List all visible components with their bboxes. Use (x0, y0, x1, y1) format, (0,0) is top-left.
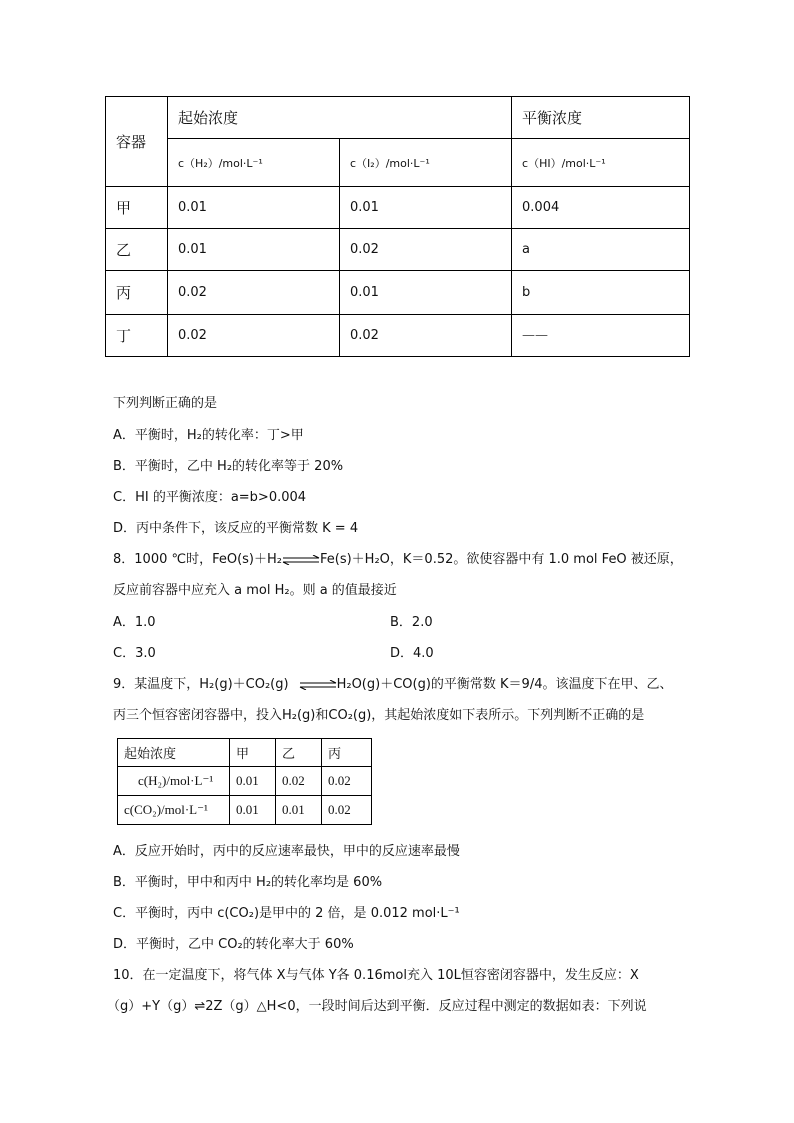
table-row (106, 229, 690, 271)
row-label: c(CO₂)/mol·L⁻¹ (118, 796, 230, 825)
h2-value: 0.02 (168, 271, 340, 315)
container-name: 乙 (106, 229, 168, 271)
i2-value: 0.02 (340, 315, 512, 357)
q7-option-b: B．平衡时，乙中 H₂的转化率等于 20% (113, 459, 344, 474)
q10-line-2: （g）+Y（g）⇌2Z（g）△H<0，一段时间后达到平衡．反应过程中测定的数据如表：下列说 (107, 999, 647, 1014)
table-header: 丙 (322, 739, 372, 767)
q9-option-d: D．平衡时，乙中 CO₂的转化率大于 60% (113, 937, 354, 952)
q8-option-c: C．3.0 (113, 646, 156, 661)
concentration-table (105, 96, 690, 357)
table-header: 乙 (276, 739, 322, 767)
equilibrium-arrow-icon (282, 555, 320, 565)
container-name: 丁 (106, 315, 168, 357)
q9-initial-concentration-table (117, 738, 372, 825)
q8-equation-left: 8．1000 ℃时，FeO(s)＋H₂ (113, 552, 282, 567)
equilibrium-concentration-header: 平衡浓度 (512, 97, 690, 139)
container-name: 甲 (106, 187, 168, 229)
q9-equation-left: 9．某温度下，H₂(g)＋CO₂(g) (113, 677, 289, 692)
q8-option-a: A．1.0 (113, 615, 156, 630)
equilibrium-arrow-icon (299, 680, 337, 690)
container-name: 丙 (106, 271, 168, 315)
hi-value: 0.004 (512, 187, 690, 229)
table-row (106, 187, 690, 229)
q10-line-1: 10．在一定温度下，将气体 X与气体 Y各 0.16mol充入 10L恒容密闭容器中，发生反应：X (113, 968, 639, 983)
q8-equation-right: Fe(s)＋H₂O，K＝0.52。欲使容器中有 1.0 mol FeO 被还原， (320, 552, 683, 567)
q9-equation-right: H₂O(g)＋CO(g)的平衡常数 K＝9/4。该温度下在甲、乙、 (336, 677, 673, 692)
h2-value: 0.01 (168, 229, 340, 271)
q7-option-a: A．平衡时，H₂的转化率：丁>甲 (113, 428, 304, 443)
i2-value: 0.01 (340, 271, 512, 315)
q7-option-c: C．HI 的平衡浓度：a=b>0.004 (113, 490, 307, 505)
q7-option-d: D．丙中条件下，该反应的平衡常数 K = 4 (113, 521, 359, 536)
q8-line-1 (113, 551, 683, 569)
q7-stem: 下列判断正确的是 (113, 396, 218, 411)
i2-value: 0.02 (340, 229, 512, 271)
table-header: 起始浓度 (118, 739, 230, 767)
i2-concentration-header: c（I₂）/mol·L⁻¹ (340, 139, 512, 187)
hi-concentration-header: c（HI）/mol·L⁻¹ (512, 139, 690, 187)
table-row (118, 739, 372, 767)
table-row (118, 767, 372, 796)
cell-value: 0.01 (230, 767, 276, 796)
cell-value: 0.02 (276, 767, 322, 796)
hi-value: b (512, 271, 690, 315)
table-row (106, 271, 690, 315)
table-header: 甲 (230, 739, 276, 767)
cell-value: 0.02 (322, 796, 372, 825)
table-row (118, 796, 372, 825)
cell-value: 0.02 (322, 767, 372, 796)
cell-value: 0.01 (276, 796, 322, 825)
q9-option-a: A．反应开始时，丙中的反应速率最快，甲中的反应速率最慢 (113, 844, 460, 859)
i2-value: 0.01 (340, 187, 512, 229)
q9-option-c: C．平衡时，丙中 c(CO₂)是甲中的 2 倍，是 0.012 mol·L⁻¹ (113, 906, 460, 921)
table-row (106, 315, 690, 357)
cell-value: 0.01 (230, 796, 276, 825)
h2-value: 0.01 (168, 187, 340, 229)
q8-line-2: 反应前容器中应充入 a mol H₂。则 a 的值最接近 (113, 583, 397, 598)
q9-line-1 (113, 676, 672, 694)
q9-option-b: B．平衡时，甲中和丙中 H₂的转化率均是 60% (113, 875, 383, 890)
q9-line-2: 丙三个恒容密闭容器中，投入H₂(g)和CO₂(g)，其起始浓度如下表所示。下列判断不正确的是 (113, 708, 645, 723)
h2-concentration-header: c（H₂）/mol·L⁻¹ (168, 139, 340, 187)
container-header: 容器 (106, 97, 168, 187)
hi-value: —— (512, 315, 690, 357)
q8-option-d: D．4.0 (390, 646, 434, 661)
h2-value: 0.02 (168, 315, 340, 357)
row-label: c(H₂)/mol·L⁻¹ (118, 767, 230, 796)
hi-value: a (512, 229, 690, 271)
q8-option-b: B．2.0 (390, 615, 433, 630)
initial-concentration-header: 起始浓度 (168, 97, 512, 139)
